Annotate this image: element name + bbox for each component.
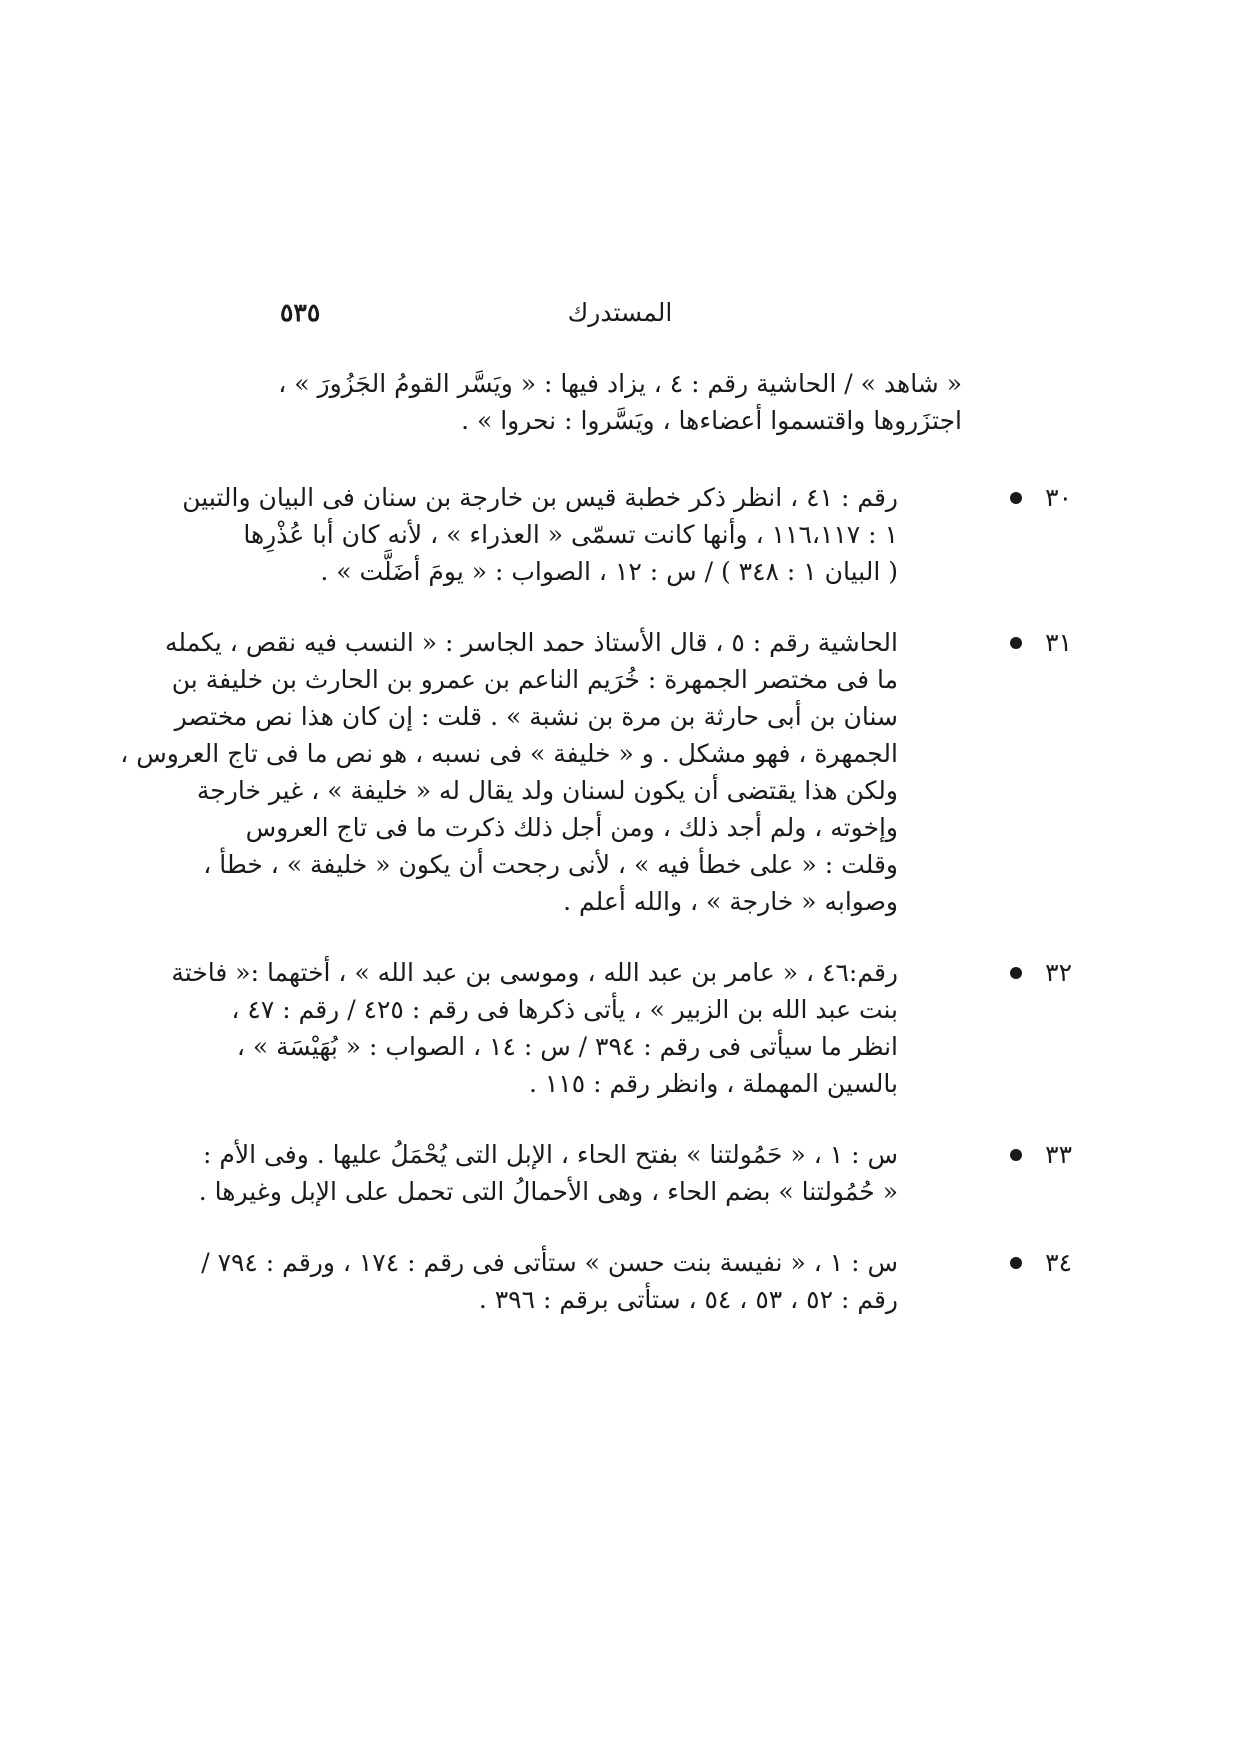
text-line: وصوابه « خارجة » ، والله أعلم . [563,887,898,916]
running-title: المستدرك [567,298,673,327]
entry-number: ٣٢ [1045,958,1072,987]
text-line: ١ : ١١٦،١١٧ ، وأنها كانت تسمّى « العذراء » ، لأنه كان أبا عُذْرِها [243,520,898,549]
text-line: ما فى مختصر الجمهرة : خُرَيم الناعم بن عمرو بن الحارث بن خليفة بن [171,665,898,694]
text-line: رقم : ٥٢ ، ٥٣ ، ٥٤ ، ستأتى برقم : ٣٩٦ . [478,1285,898,1314]
entry-30 [182,479,1072,590]
entry-34 [201,1244,1072,1318]
bullet-icon [1010,492,1022,504]
text-line: سنان بن أبى حارثة بن مرة بن نشبة » . قلت : إن كان هذا نص مختصر [174,702,898,731]
text-line: اجتزَروها واقتسموا أعضاءها ، ويَسَّروا : نحروا » . [461,406,962,435]
entry-number: ٣٣ [1045,1140,1072,1169]
text-line: « حُمُولتنا » بضم الحاء ، وهى الأحمالُ التى تحمل على الإبل وغيرها . [198,1177,898,1206]
entry-33 [198,1136,1072,1210]
entry-marker [968,624,1072,661]
page-content [120,365,1072,1352]
entry-number: ٣٤ [1045,1248,1072,1277]
entry-marker [968,479,1072,516]
text-line: الجمهرة ، فهو مشكل . و « خليفة » فى نسبه ، هو نص ما فى تاج العروس ، [120,739,898,768]
entry-marker [968,1244,1072,1281]
entry-body [198,1136,898,1210]
entry-32 [171,954,1072,1102]
entry-body [201,1244,898,1318]
bullet-icon [1010,1257,1022,1269]
text-line: س : ١ ، « نفيسة بنت حسن » ستأتى فى رقم : ١٧٤ ، ورقم : ٧٩٤ / [201,1248,898,1277]
page-number: ٥٣٥ [280,298,321,327]
bullet-icon [1010,637,1022,649]
entry-body [171,954,898,1102]
entry-body [120,624,898,920]
entry-number: ٣٠ [1045,483,1072,512]
text-line: بنت عبد الله بن الزبير » ، يأتى ذكرها فى رقم : ٤٢٥ / رقم : ٤٧ ، [231,995,898,1024]
text-line: الحاشية رقم : ٥ ، قال الأستاذ حمد الجاسر : « النسب فيه نقص ، يكمله [164,628,898,657]
bullet-icon [1010,967,1022,979]
bullet-icon [1010,1149,1022,1161]
text-line: رقم:٤٦ ، « عامر بن عبد الله ، وموسى بن عبد الله » ، أختهما :« فاختة [171,958,898,987]
text-line: س : ١ ، « حَمُولتنا » بفتح الحاء ، الإبل التى يُحْمَلُ عليها . وفى الأم : [202,1140,898,1169]
text-line: وإخوته ، ولم أجد ذلك ، ومن أجل ذلك ذكرت ما فى تاج العروس [245,813,898,842]
text-line: بالسين المهملة ، وانظر رقم : ١١٥ . [528,1069,898,1098]
entry-body [182,479,898,590]
text-line: انظر ما سيأتى فى رقم : ٣٩٤ / س : ١٤ ، الصواب : « بُهَيْسَة » ، [236,1032,898,1061]
running-head [280,298,960,338]
text-line: ( البيان ١ : ٣٤٨ ) / س : ١٢ ، الصواب : « يومَ أضَلَّت » . [320,557,898,586]
entry-number: ٣١ [1045,628,1072,657]
entry-marker [968,954,1072,991]
text-line: ولكن هذا يقتضى أن يكون لسنان ولد يقال له « خليفة » ، غير خارجة [196,776,898,805]
entry-marker [968,1136,1072,1173]
continued-paragraph [278,365,962,439]
text-line: وقلت : « على خطأ فيه » ، لأنى رجحت أن يكون « خليفة » ، خطأ ، [203,850,898,879]
text-line: رقم : ٤١ ، انظر ذكر خطبة قيس بن خارجة بن سنان فى البيان والتبين [182,483,898,512]
text-line: « شاهد » / الحاشية رقم : ٤ ، يزاد فيها : « ويَسَّر القومُ الجَزُورَ » ، [278,369,962,398]
entry-31 [120,624,1072,920]
